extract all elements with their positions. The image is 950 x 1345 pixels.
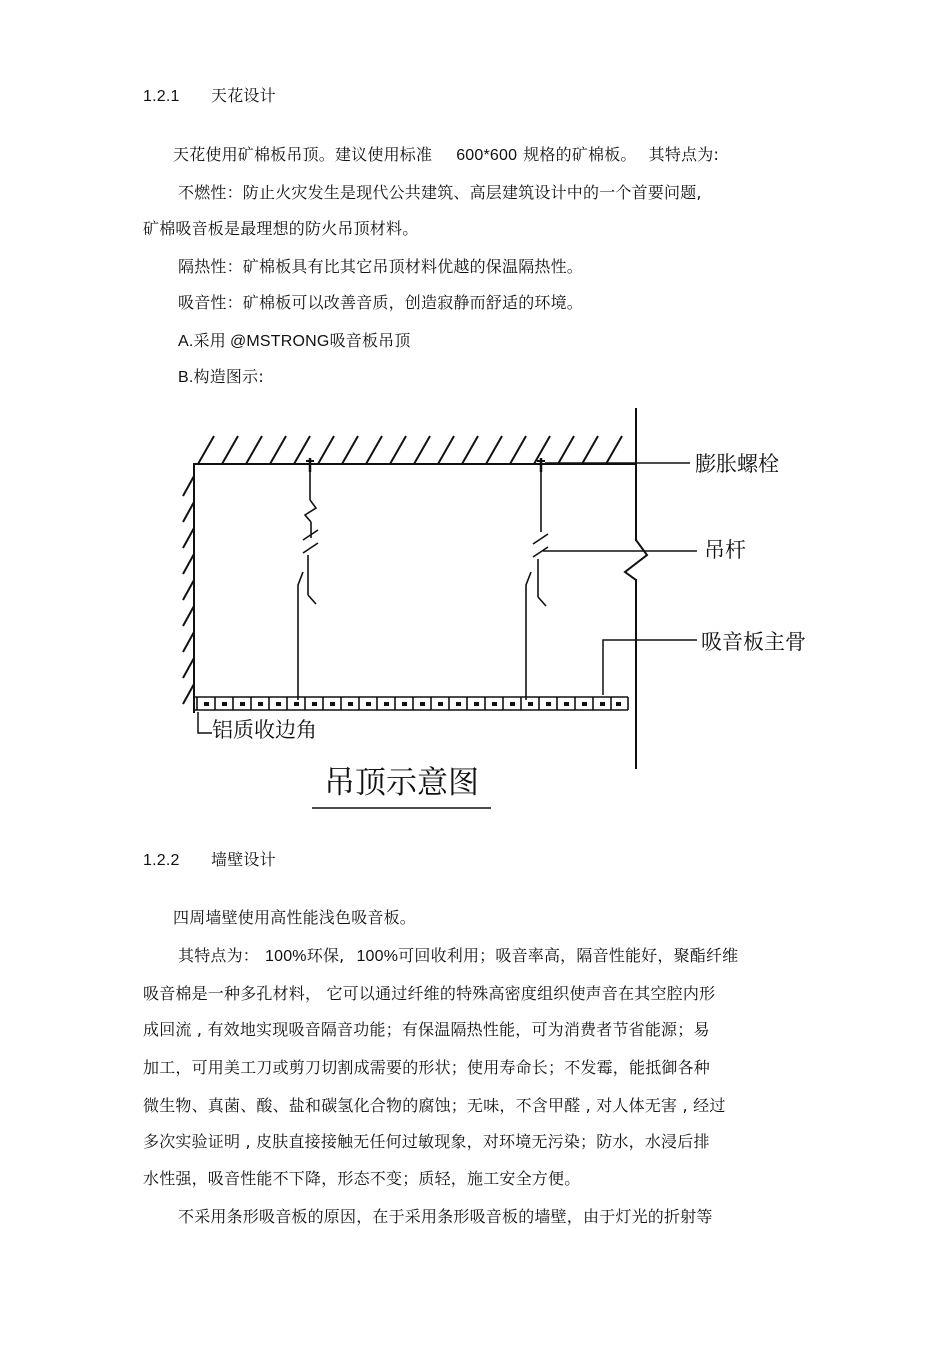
paragraph-wall-line4: 加工，可用美工刀或剪刀切割成需要的形状；使用寿命长；不发霉，能抵御各种 (143, 1058, 711, 1077)
intro-text-a: 天花使用矿棉板吊顶。建议使用标准 (173, 145, 433, 164)
paragraph-acoustic: 吸音性：矿棉板可以改善音质，创造寂静而舒适的环境。 (178, 293, 584, 312)
line1-percent1: 100% (265, 948, 307, 965)
label-hanger-rod: 吊杆 (704, 538, 746, 562)
paragraph-wall-line8: 不采用条形吸音板的原因，在于采用条形吸音板的墙壁，由于灯光的折射等 (178, 1207, 713, 1226)
item-a-text2: 吸音板吊顶 (329, 331, 411, 350)
intro-size: 600*600 (456, 147, 518, 164)
leader-lines (198, 463, 697, 733)
label-main-keel: 吸音板主骨 (701, 630, 806, 654)
line1-percent2: 100% (356, 948, 399, 965)
paragraph-fireproof-line2: 矿棉吸音板是最理想的防火吊顶材料。 (143, 219, 419, 238)
item-b-text: 构造图示: (193, 367, 264, 386)
section-title: 墙壁设计 (211, 850, 276, 869)
item-a-prefix: A. (178, 333, 194, 350)
intro-text-c: 其特点为: (648, 145, 720, 164)
section-number: 1.2.1 (143, 88, 180, 105)
slab-hatching (198, 436, 622, 464)
paragraph-wall-line1 (178, 946, 738, 967)
item-a-text1: 采用 (193, 331, 226, 350)
label-aluminum-edge: 铝质收边角 (212, 718, 317, 742)
line1-c: 可回收利用；吸音率高，隔音性能好，聚酯纤维 (398, 946, 739, 965)
intro-text-b: 规格的矿棉板。 (523, 145, 637, 164)
item-b-prefix: B. (178, 369, 194, 386)
line1-a: 其特点为： (178, 946, 260, 965)
paragraph-wall-line5: 微生物、真菌、酸、盐和碳氢化合物的腐蚀；无味，不含甲醛 , 对人体无害 , 经过 (143, 1096, 726, 1115)
diagram-caption: 吊顶示意图 (324, 765, 479, 801)
paragraph-insulation: 隔热性：矿棉板具有比其它吊顶材料优越的保温隔热性。 (178, 257, 584, 276)
paragraph-wall-line7: 水性强，吸音性能不下降，形态不变；质轻，施工安全方便。 (143, 1169, 581, 1188)
paragraph-wall-line3: 成回流 , 有效地实现吸音隔音功能；有保温隔热性能，可为消费者节省能源；易 (143, 1020, 710, 1039)
hanger-rod-2 (526, 458, 548, 700)
item-a-brand: @MSTRONG (229, 333, 330, 350)
section-title: 天花设计 (211, 86, 276, 105)
paragraph-wall-line2: 吸音棉是一种多孔材料， 它可以通过纤维的特殊高密度组织使声音在其空腔内形 (143, 984, 716, 1003)
hanger-rod-1 (298, 458, 318, 700)
section-number: 1.2.2 (143, 852, 180, 869)
line1-b: 环保, (306, 946, 345, 965)
paragraph-wall-intro: 四周墙壁使用高性能浅色吸音板。 (173, 908, 417, 927)
section-heading-1-2-2 (143, 850, 276, 871)
paragraph-wall-line6: 多次实验证明 , 皮肤直接接触无任何过敏现象，对环境无污染；防水，水浸后排 (143, 1132, 710, 1151)
wall-hatching (183, 476, 194, 704)
paragraph-fireproof-line1: 不燃性：防止火灾发生是现代公共建筑、高层建筑设计中的一个首要问题, (178, 183, 702, 202)
label-expansion-bolt: 膨胀螺栓 (695, 452, 779, 476)
right-wall-break (625, 540, 647, 580)
